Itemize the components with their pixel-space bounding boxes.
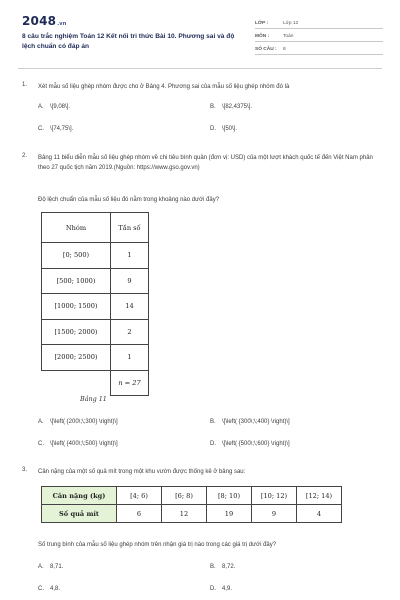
table-cell: 12 — [162, 505, 207, 523]
meta-subject: MÔN : Toán — [255, 29, 383, 42]
table-cell: [6; 8) — [162, 487, 207, 505]
question-number: 2. — [22, 153, 28, 159]
table-cell: 9 — [252, 505, 297, 523]
sub-question: Số trung bình của mẫu số liệu ghép nhóm trên nhận giá trị nào trong các giá trị dưới đây? — [38, 542, 277, 548]
table-header-cell: Nhóm — [42, 213, 111, 243]
frequency-table — [41, 212, 149, 396]
header-divider — [18, 68, 382, 69]
table-cell: [1000; 1500) — [42, 294, 111, 320]
table-cell: 1 — [111, 345, 149, 371]
meta-count: SỐ CÂU : 8 — [255, 42, 383, 55]
question-text: Cân nặng của một số quả mít trong một khu vườn được thống kê ở bảng sau: — [38, 469, 246, 475]
table-row — [42, 487, 342, 505]
table-row — [42, 345, 149, 371]
table-cell: 19 — [207, 505, 252, 523]
question-number: 3. — [22, 467, 28, 473]
table-total-row — [42, 370, 149, 396]
table-header-cell: Số quả mít — [42, 505, 117, 523]
question-number: 1. — [22, 82, 28, 88]
table-cell: 9 — [111, 268, 149, 294]
table-cell: [500; 1000) — [42, 268, 111, 294]
table-header-cell: Tần số — [111, 213, 149, 243]
option-c[interactable]: C. 4,8. — [38, 586, 61, 592]
document-meta — [255, 16, 383, 55]
question-text: Bảng 11 biểu diễn mẫu số liệu ghép nhóm về chi tiêu bình quân (đơn vị: USD) của một lượt khách quốc tế đến Việt Nam phân theo 27 quốc tịch năm 2019.(Nguồn: https://www.gso.gov.vn) — [38, 155, 373, 171]
table-cell: [12; 14) — [297, 487, 342, 505]
option-a[interactable]: A. 8,71. — [38, 564, 64, 570]
option-d[interactable]: D. \[50\]. — [210, 126, 238, 132]
table-header-cell: Cân nặng (kg) — [42, 487, 117, 505]
table-cell: 14 — [111, 294, 149, 320]
table-blank-cell — [42, 370, 111, 396]
meta-class: LỚP : Lớp 12 — [255, 16, 383, 29]
option-b[interactable]: B. 8,72. — [210, 564, 236, 570]
site-logo[interactable]: 2048.vn — [22, 14, 67, 28]
table-cell: [0; 500) — [42, 243, 111, 269]
table-row — [42, 243, 149, 269]
table-cell: [4; 6) — [117, 487, 162, 505]
table-total-cell: n = 27 — [111, 370, 149, 396]
option-b[interactable]: B. \[\left( {300\;\;400} \right)\] — [210, 419, 290, 425]
table-cell: 1 — [111, 243, 149, 269]
table-caption: Bảng 11 — [80, 395, 107, 403]
question-text: Xét mẫu số liệu ghép nhóm được cho ở Bảng 4. Phương sai của mẫu số liệu ghép nhóm đó là — [38, 84, 290, 90]
option-d[interactable]: D. \[\left( {500\;\;600} \right)\] — [210, 441, 290, 447]
table-cell: 6 — [117, 505, 162, 523]
option-c[interactable]: C. \[\left( {400\;\;500} \right)\] — [38, 441, 118, 447]
option-d[interactable]: D. 4,9. — [210, 586, 233, 592]
table-cell: [10; 12) — [252, 487, 297, 505]
option-b[interactable]: B. \[82,4375\]. — [210, 104, 253, 110]
table-row — [42, 294, 149, 320]
table-row — [42, 505, 342, 523]
table-row — [42, 268, 149, 294]
page-header — [22, 14, 382, 60]
option-a[interactable]: A. \[\left( {200\;\;300} \right)\] — [38, 419, 118, 425]
table-row — [42, 319, 149, 345]
table-cell: 4 — [297, 505, 342, 523]
table-cell: 2 — [111, 319, 149, 345]
option-a[interactable]: A. \[9,08\]. — [38, 104, 71, 110]
table-cell: [2000; 2500) — [42, 345, 111, 371]
table-header-row — [42, 213, 149, 243]
sub-question: Độ lệch chuẩn của mẫu số liệu đó nằm trong khoảng nào dưới đây? — [38, 197, 220, 203]
table-cell: [8; 10) — [207, 487, 252, 505]
option-c[interactable]: C. \[74,75\]. — [38, 126, 74, 132]
table-cell: [1500; 2000) — [42, 319, 111, 345]
weight-table — [41, 486, 342, 523]
document-title: 8 câu trắc nghiệm Toán 12 Kết nối tri thức Bài 10. Phương sai và độ lệch chuẩn có đáp án — [22, 33, 235, 50]
